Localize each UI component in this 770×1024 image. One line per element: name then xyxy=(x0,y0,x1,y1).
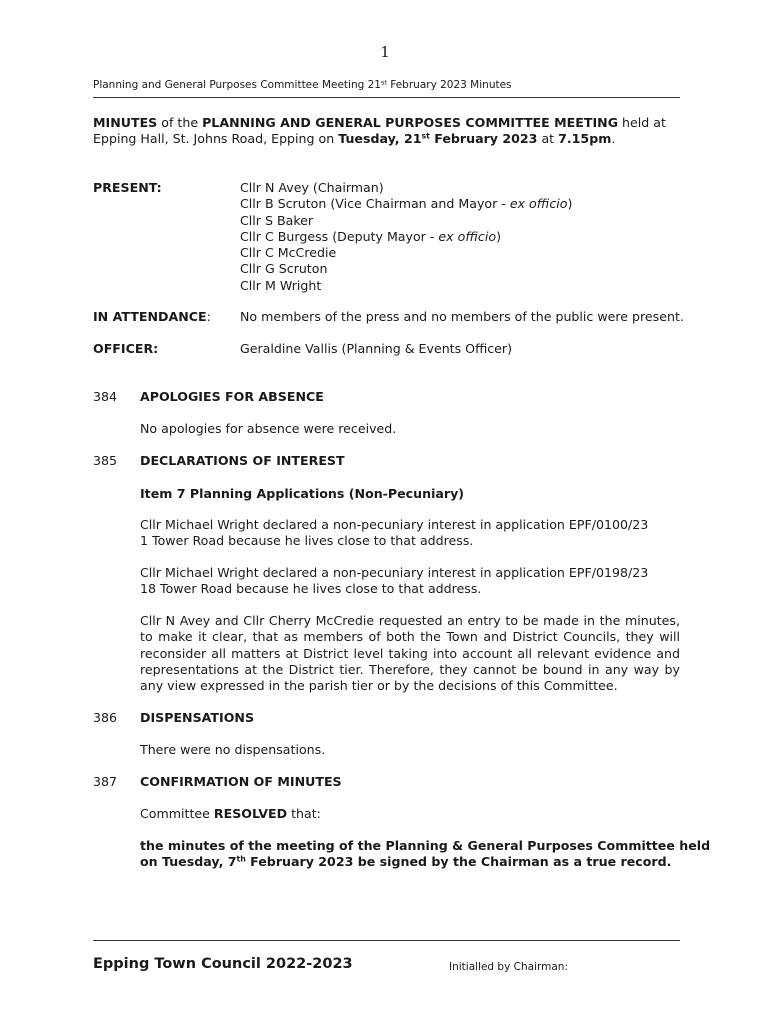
declaration-paragraph-1: Cllr Michael Wright declared a non-pecuniary interest in application EPF/0100/23 1 Tower Road because he lives close to that address. xyxy=(140,517,649,549)
running-header-superscript: st xyxy=(380,78,387,87)
attendance-text: No members of the press and no members of the public were present. xyxy=(240,309,684,324)
running-header-text-end: February 2023 Minutes xyxy=(386,79,512,91)
intro-end: . xyxy=(611,131,616,147)
intro-paragraph xyxy=(93,115,666,148)
minutes-label: MINUTES xyxy=(93,115,158,130)
item-heading-confirmation: CONFIRMATION OF MINUTES xyxy=(140,774,342,789)
of-the-text: of the xyxy=(157,115,203,130)
held-at-text: held at xyxy=(618,115,666,130)
declaration-paragraph-3: Cllr N Avey and Cllr Cherry McCredie requested an entry to be made in the minutes, to make it clear, that as members of both the Town and District Councils, they will reconsider all matters at District level taking into account all relevant evidence and representations at the District tier. Therefore, they cannot be bound in any way by any view expressed in the parish tier or by the decisions of this Committee. xyxy=(140,613,680,694)
present-member: Cllr N Avey (Chairman) xyxy=(240,180,384,195)
resolved-keyword: RESOLVED xyxy=(213,806,288,821)
officer-text: Geraldine Vallis (Planning & Events Officer) xyxy=(240,341,513,356)
apologies-text: No apologies for absence were received. xyxy=(140,421,397,436)
item-heading-declarations: DECLARATIONS OF INTEREST xyxy=(140,453,345,468)
resolution-text: the minutes of the meeting of the Planning & General Purposes Committee held on Tuesday, 7th February 2023 be signed by the Chairman as a true record. xyxy=(140,838,711,870)
present-label: PRESENT: xyxy=(93,180,162,195)
dispensations-text: There were no dispensations. xyxy=(140,742,326,757)
footer-rule xyxy=(93,940,680,941)
running-header xyxy=(93,79,512,91)
item-number: 384 xyxy=(93,389,118,404)
declaration-paragraph-2: Cllr Michael Wright declared a non-pecuniary interest in application EPF/0198/23 18 Tower Road because he lives close to that address. xyxy=(140,565,649,597)
present-list xyxy=(240,180,572,294)
present-member: Cllr G Scruton xyxy=(240,261,328,277)
footer-initialled: Initialled by Chairman: xyxy=(449,961,568,973)
present-member: Cllr B Scruton (Vice Chairman and Mayor - ex officio) xyxy=(240,196,573,212)
item-heading-apologies: APOLOGIES FOR ABSENCE xyxy=(140,389,324,404)
item-heading-dispensations: DISPENSATIONS xyxy=(140,710,255,725)
officer-label: OFFICER: xyxy=(93,341,159,356)
intro-line-1 xyxy=(93,115,666,131)
item-number: 387 xyxy=(93,774,118,789)
intro-line-2 xyxy=(93,131,666,147)
attendance-label: IN ATTENDANCE: xyxy=(93,309,211,324)
item-number: 386 xyxy=(93,710,118,725)
footer-title: Epping Town Council 2022-2023 xyxy=(93,956,353,972)
header-rule xyxy=(93,97,680,98)
item-number: 385 xyxy=(93,453,118,468)
at-text: at xyxy=(537,131,559,147)
present-member: Cllr C Burgess (Deputy Mayor - ex officio) xyxy=(240,228,501,244)
present-member: Cllr M Wright xyxy=(240,277,322,293)
committee-name: PLANNING AND GENERAL PURPOSES COMMITTEE MEETING xyxy=(202,115,619,130)
present-member: Cllr S Baker xyxy=(240,212,314,228)
meeting-date: Tuesday, 21st February 2023 xyxy=(338,131,538,147)
resolved-line: Committee RESOLVED that: xyxy=(140,806,321,821)
present-member: Cllr C McCredie xyxy=(240,245,337,261)
venue-text: Epping Hall, St. Johns Road, Epping on xyxy=(93,131,339,147)
meeting-time: 7.15pm xyxy=(558,131,612,147)
running-header-text: Planning and General Purposes Committee Meeting 21 xyxy=(93,79,381,91)
declarations-subheading: Item 7 Planning Applications (Non-Pecuniary) xyxy=(140,486,465,501)
page-number: 1 xyxy=(380,43,390,61)
